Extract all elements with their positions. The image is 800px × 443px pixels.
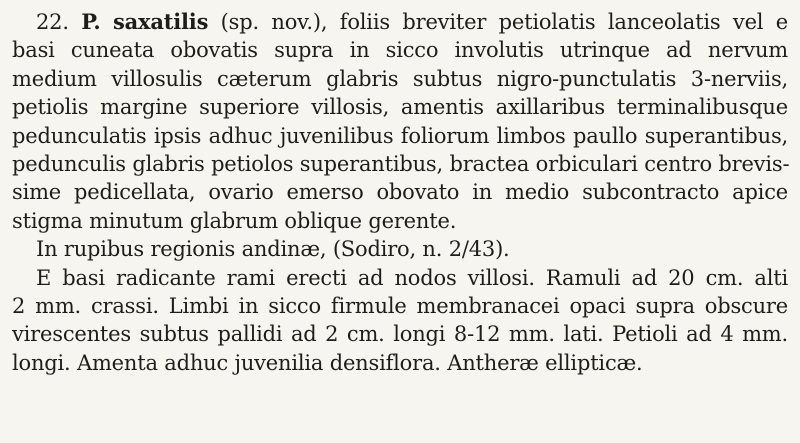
description-line: pedunculis glabris petiolos superantibus, bractea orbiculari centro brevis-: [12, 151, 790, 176]
notes-last-line: longi. Amenta adhuc juvenilia densiflora. Antheræ ellipticæ.: [12, 350, 643, 375]
description-line: sime pedicellata, ovario emerso obovato in medio subcontracto apice: [12, 180, 788, 205]
notes-line: virescentes subtus pallidi ad 2 cm. longi 8-12 mm. lati. Petioli ad 4 mm.: [12, 322, 788, 347]
notes-line: 2 mm. crassi. Limbi in sicco firmule membranacei opaci supra obscure: [12, 293, 788, 318]
description-line: pedunculatis ipsis adhuc juvenilibus foliorum limbos paullo superantibus,: [12, 123, 788, 148]
description-line: basi cuneata obovatis supra in sicco involutis utrinque ad nervum: [12, 38, 788, 63]
entry-heading-line: [12, 8, 788, 36]
entry-number: 22.: [36, 10, 69, 34]
genus-abbrev: P.: [81, 9, 101, 34]
species-name: saxatilis: [112, 9, 209, 34]
habitat-line: In rupibus regionis andinæ, (Sodiro, n. 2/43).: [36, 237, 510, 262]
description-first-line-tail: foliis breviter petiolatis lanceolatis vel e: [339, 10, 789, 34]
description-last-line: stigma minutum glabrum oblique gerente.: [12, 208, 457, 233]
description-line: medium villosulis cæterum glabris subtus nigro-punctulatis 3-nerviis,: [12, 66, 788, 91]
description-line: petiolis margine superiore villosis, amentis axillaribus terminalibusque: [12, 95, 788, 120]
species-status: (sp. nov.),: [220, 10, 328, 34]
notes-line: E basi radicante rami erecti ad nodos villosi. Ramuli ad 20 cm. alti: [36, 265, 788, 290]
